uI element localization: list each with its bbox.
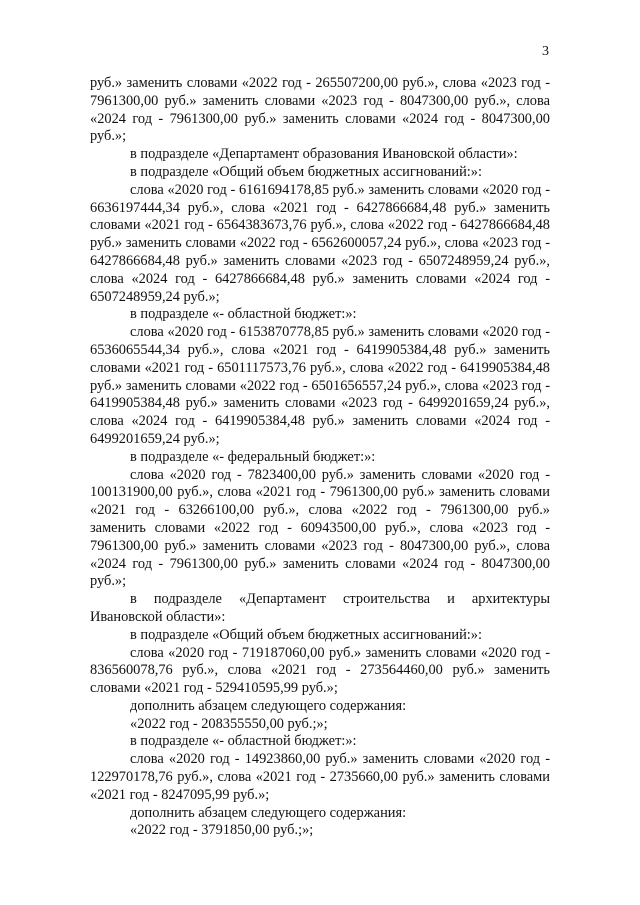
paragraph-subsection-regional-budget: в подразделе «- областной бюджет:»: bbox=[130, 306, 357, 323]
paragraph-subsection-construction: в подразделе «Департамент строительства и архитектуры Ивановской области»: bbox=[90, 591, 550, 625]
page-number: 3 bbox=[542, 44, 549, 59]
paragraph-add-clause-2: дополнить абзацем следующего содержания: bbox=[130, 804, 407, 821]
paragraph-continuation: руб.» заменить словами «2022 год - 265507200,00 руб.», слова «2023 год - 7961300,00 руб.» заменить словами «2023 год - 8047300,00 руб.», слова «2024 год - 7961300,00 руб.» заменить словами «2024 год - 8047300,00 руб.»; bbox=[90, 75, 550, 145]
paragraph-added-2022-regional: «2022 год - 3791850,00 руб.;»; bbox=[130, 822, 314, 839]
paragraph-subsection-construction-regional: в подразделе «- областной бюджет:»: bbox=[130, 733, 357, 750]
paragraph-add-clause: дополнить абзацем следующего содержания: bbox=[130, 697, 407, 714]
paragraph-subsection-education: в подразделе «Департамент образования Ивановской области»: bbox=[130, 146, 518, 163]
paragraph-replace-education-regional: слова «2020 год - 6153870778,85 руб.» заменить словами «2020 год - 6536065544,34 руб.», слова «2021 год - 6419905384,48 руб.» заменить словами «2021 год - 6501117573,76 руб.», слова «2022 год - 6419905384,48 руб.» заменить словами «2022 год - 6501656557,24 руб.», слова «2023 год - 6419905384,48 руб.» заменить словами «2023 год - 6499201659,24 руб.», слова «2024 год - 6419905384,48 руб.» заменить словами «2024 год - 6499201659,24 руб.»; bbox=[90, 324, 550, 447]
paragraph-subsection-federal-budget: в подразделе «- федеральный бюджет:»: bbox=[130, 448, 376, 465]
paragraph-replace-education-federal: слова «2020 год - 7823400,00 руб.» заменить словами «2020 год - 100131900,00 руб.», слова «2021 год - 7961300,00 руб.» заменить словами «2021 год - 63266100,00 руб.», слова «2022 год - 7961300,00 руб.» заменить словами «2022 год - 60943500,00 руб.», слова «2023 год - 7961300,00 руб.» заменить словами «2023 год - 8047300,00 руб.», слова «2024 год - 7961300,00 руб.» заменить словами «2024 год - 8047300,00 руб.»; bbox=[90, 466, 550, 590]
paragraph-replace-education-total: слова «2020 год - 6161694178,85 руб.» заменить словами «2020 год - 6636197444,34 руб.», слова «2021 год - 6427866684,48 руб.» заменить словами «2021 год - 6564383673,76 руб.», слова «2022 год - 6427866684,48 руб.» заменить словами «2022 год - 6562600057,24 руб.», слова «2023 год - 6427866684,48 руб.» заменить словами «2023 год - 6507248959,24 руб.», слова «2024 год - 6427866684,48 руб.» заменить словами «2024 год - 6507248959,24 руб.»; bbox=[90, 181, 550, 305]
paragraph-replace-construction-regional: слова «2020 год - 14923860,00 руб.» заменить словами «2020 год - 122970178,76 руб.», слова «2021 год - 2735660,00 руб.» заменить словами «2021 год - 8247095,99 руб.»; bbox=[90, 751, 550, 803]
paragraph-replace-construction-total: слова «2020 год - 719187060,00 руб.» заменить словами «2020 год - 836560078,76 руб.», слова «2021 год - 273564460,00 руб.» заменить словами «2021 год - 529410595,99 руб.»; bbox=[90, 644, 550, 697]
paragraph-added-2022-total: «2022 год - 208355550,00 руб.;»; bbox=[130, 715, 328, 732]
document-body bbox=[90, 75, 550, 840]
paragraph-subsection-construction-total: в подразделе «Общий объем бюджетных ассигнований:»: bbox=[130, 626, 482, 643]
paragraph-subsection-total-volume: в подразделе «Общий объем бюджетных ассигнований:»: bbox=[130, 163, 482, 180]
